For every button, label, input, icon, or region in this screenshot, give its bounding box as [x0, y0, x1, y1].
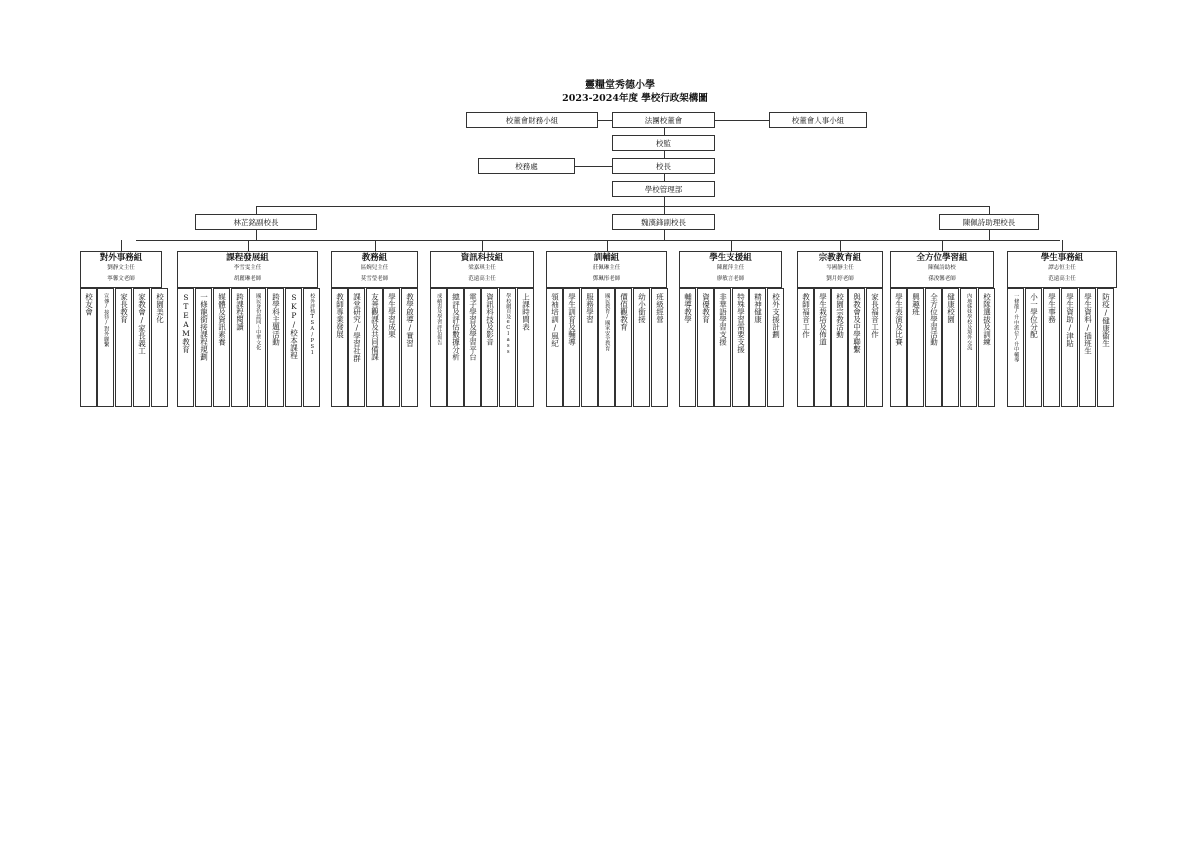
group-name: 全方位學習組	[916, 253, 968, 263]
duty-item	[331, 288, 348, 407]
duty-item-label: 資優教育	[701, 293, 711, 323]
vice-drop-right	[989, 206, 990, 214]
duty-item	[285, 288, 302, 407]
duty-item	[177, 288, 194, 407]
duty-item-label: 與教會及中學聯繫	[852, 293, 862, 353]
group-header	[679, 251, 782, 288]
group-connector	[482, 240, 483, 251]
duty-item	[447, 288, 464, 407]
duty-item-label: 一條龍銜接課程規劃	[199, 293, 209, 361]
duty-item-label: 校外支援計劃	[771, 293, 781, 338]
duty-item-label: 學生資助/津貼	[1065, 293, 1075, 347]
duty-item-label: 國民身份認同～中華文化	[255, 293, 262, 351]
duty-item	[383, 288, 400, 407]
duty-item-label: 跨課程閱讀	[235, 293, 245, 331]
duty-item-label: 價值觀教育	[619, 293, 629, 331]
duty-item-label: 幼小銜接	[637, 293, 647, 323]
duty-item-label: 校園宗教活動	[835, 293, 845, 338]
duty-item	[97, 288, 114, 407]
duty-item	[749, 288, 766, 407]
duty-item	[1061, 288, 1078, 407]
duty-item	[797, 288, 814, 407]
group-header	[331, 251, 418, 288]
vice-drop-left	[256, 206, 257, 214]
duty-item-label: 家教會/家長義工	[137, 293, 147, 355]
duty-item	[925, 288, 942, 407]
duty-item	[1043, 288, 1060, 407]
duty-item	[80, 288, 97, 407]
duty-item	[907, 288, 924, 407]
duty-item-label: 國民教育/國家安全教育	[604, 293, 611, 351]
duty-item-label: STEAM教育	[181, 293, 191, 353]
duty-item	[481, 288, 498, 407]
group-member: 范遠高主任	[1048, 276, 1076, 282]
duty-item-label: 總評及評估數據分析	[451, 293, 461, 361]
duty-item	[430, 288, 447, 407]
duty-item	[866, 288, 883, 407]
duty-item-label: 學校網頁及eClass	[505, 293, 512, 355]
group-connector	[121, 240, 122, 251]
duty-item-label: 輔導教學	[683, 293, 693, 323]
duty-item-label: 非華語學習支援	[718, 293, 728, 346]
board-connector-right	[715, 120, 769, 121]
group-name: 宗教教育組	[818, 253, 862, 263]
office-connector	[575, 166, 612, 167]
management-box: 學校管理部	[612, 181, 715, 197]
group-member: 寧馨文老師	[107, 276, 135, 282]
group-lead: 岑國靜主任	[826, 265, 854, 271]
duty-item-label: 校園美化	[155, 293, 165, 323]
duty-item-label: 興趣班	[911, 293, 921, 316]
duty-item	[767, 288, 784, 407]
duty-item-label: 一條龍/升中派位/升中輔導	[1013, 293, 1020, 363]
duty-item	[348, 288, 365, 407]
duty-item-label: 特殊學習需要支援	[736, 293, 746, 353]
duty-item	[960, 288, 977, 407]
duty-item-label: 校外評核TSA/PS1	[309, 293, 316, 356]
group-connector	[840, 240, 841, 251]
board-personnel-box: 校董會人事小組	[769, 112, 867, 128]
duty-item-label: 精神健康	[753, 293, 763, 323]
duty-item	[366, 288, 383, 407]
duty-item	[679, 288, 696, 407]
group-lead: 梁嘉琪主任	[468, 265, 496, 271]
group-header	[546, 251, 667, 288]
duty-item-label: 學生表演及比賽	[894, 293, 904, 346]
group-member: 劉月婷老師	[826, 276, 854, 282]
board-finance-box: 校董會財務小組	[466, 112, 598, 128]
duty-item-label: 學生學習成果	[387, 293, 397, 338]
group-lead: 莊佩琳主任	[592, 265, 621, 271]
duty-item-label: 友善觀課及共同備課	[370, 293, 380, 361]
duty-item-label: 教學啟導/實習	[405, 293, 415, 347]
group-member: 胡麗琳老師	[233, 276, 262, 282]
duty-item-label: 內地姊妹學校及境外交流	[966, 293, 973, 351]
group-header	[1007, 251, 1117, 288]
duty-item	[814, 288, 831, 407]
duty-item	[464, 288, 481, 407]
duty-item	[151, 288, 168, 407]
group-member: 孫浚馨老師	[928, 276, 956, 282]
duty-item-label: 小一學位分配	[1029, 293, 1039, 338]
group-lead: 譚志恒主任	[1048, 265, 1076, 271]
duty-item-label: 上課時間表	[521, 293, 531, 331]
group-header	[797, 251, 883, 288]
duty-item	[546, 288, 563, 407]
duty-item-label: 跨學科主題活動	[271, 293, 281, 346]
group-member: 莫雪瑩老師	[360, 276, 389, 282]
duty-item	[598, 288, 615, 407]
duty-item	[195, 288, 212, 407]
duty-item	[978, 288, 995, 407]
school-office-box: 校務處	[478, 158, 575, 174]
group-name: 學生事務組	[1040, 253, 1084, 263]
duty-item-label: 電子學習及學習平台	[468, 293, 478, 361]
duty-item-label: 家長教育	[119, 293, 129, 323]
duty-item-label: 教師專業發展	[335, 293, 345, 338]
duty-item	[697, 288, 714, 407]
duty-item-label: 教師福音工作	[801, 293, 811, 338]
group-header	[80, 251, 162, 288]
group-member: 廖敏言老師	[716, 276, 745, 282]
group-connector	[248, 240, 249, 251]
group-connector	[942, 240, 943, 251]
duty-item	[115, 288, 132, 407]
duty-item	[615, 288, 632, 407]
group-name: 教務組	[361, 253, 388, 263]
duty-item-label: 健康校園	[946, 293, 956, 323]
duty-item	[249, 288, 266, 407]
duty-item	[831, 288, 848, 407]
chart-subtitle: 2023-2024年度 學校行政架構圖	[562, 93, 708, 104]
duty-item-label: 班級經營	[655, 293, 665, 323]
duty-item-label: 防疫/健康衞生	[1101, 293, 1111, 347]
vice-stem-left	[256, 230, 257, 240]
vice-bar	[256, 206, 989, 207]
group-connector	[375, 240, 376, 251]
group-connector	[607, 240, 608, 251]
vice-principal-left: 林芷銘副校長	[195, 214, 317, 230]
duty-item-label: 全方位學習活動	[929, 293, 939, 346]
group-connector	[731, 240, 732, 251]
duty-item	[499, 288, 516, 407]
group-name: 資訊科技組	[460, 253, 504, 263]
group-lead: 區婉兒主任	[360, 265, 389, 271]
duty-item	[1097, 288, 1114, 407]
duty-item-label: 校隊選拔及訓練	[982, 293, 992, 346]
duty-item	[1025, 288, 1042, 407]
duty-item	[1079, 288, 1096, 407]
school-name: 靈糧堂秀德小學	[585, 80, 655, 91]
duty-item	[581, 288, 598, 407]
board-connector-left	[598, 120, 612, 121]
duty-item-label: 校友會	[84, 293, 94, 316]
incorporated-board-box: 法團校董會	[612, 112, 715, 128]
duty-item-label: 資訊科技及影音	[485, 293, 495, 346]
duty-item-label: 學生訓育及輔導	[567, 293, 577, 346]
vice-principal-center: 魏漢鋒副校長	[612, 214, 715, 230]
duty-item	[563, 288, 580, 407]
duty-item	[890, 288, 907, 407]
duty-item	[231, 288, 248, 407]
duty-item	[213, 288, 230, 407]
group-header	[177, 251, 318, 288]
duty-item	[651, 288, 668, 407]
duty-item	[517, 288, 534, 407]
vice-drop-center	[664, 206, 665, 214]
duty-item	[133, 288, 150, 407]
duty-item	[732, 288, 749, 407]
duty-item	[267, 288, 284, 407]
duty-item-label: 學生資料/插班生	[1083, 293, 1093, 355]
duty-item	[714, 288, 731, 407]
spine-1	[664, 127, 665, 135]
assistant-principal-right: 陳佩詩助理校長	[939, 214, 1039, 230]
duty-item	[401, 288, 418, 407]
group-lead: 李雪雯主任	[233, 265, 262, 271]
group-header	[890, 251, 994, 288]
vice-stem-center	[664, 230, 665, 240]
duty-item	[303, 288, 320, 407]
duty-item	[848, 288, 865, 407]
group-lead: 陳麗萍主任	[716, 265, 745, 271]
duty-item	[633, 288, 650, 407]
group-name: 對外事務組	[99, 253, 143, 263]
group-header	[430, 251, 534, 288]
duty-item-label: 服務學習	[585, 293, 595, 323]
duty-item	[1007, 288, 1024, 407]
principal-box: 校長	[612, 158, 715, 174]
duty-item-label: 成績表及學習評估報告	[436, 293, 443, 345]
group-connector	[1062, 240, 1063, 251]
group-lead: 劉靜文主任	[107, 265, 135, 271]
group-member: 鄧珮彤老師	[592, 276, 621, 282]
duty-item-label: 課堂研究/學習社群	[352, 293, 362, 362]
group-name: 訓輔組	[593, 253, 620, 263]
duty-item-label: 媒體及資訊素養	[217, 293, 227, 346]
group-bar	[136, 240, 1060, 241]
duty-item-label: 學生栽培及佈道	[818, 293, 828, 346]
duty-item-label: 家長福音工作	[870, 293, 880, 338]
group-name: 學生支援組	[709, 253, 752, 263]
duty-item-label: 宣傳/接待/對外聯繫	[103, 293, 110, 347]
vice-stem-right	[989, 230, 990, 240]
spine-3	[664, 173, 665, 181]
duty-item-label: 學生事務	[1047, 293, 1057, 323]
supervisor-box: 校監	[612, 135, 715, 151]
duty-item-label: 領袖培訓/風紀	[550, 293, 560, 347]
group-lead: 陳佩詩助校	[928, 265, 956, 271]
duty-item	[942, 288, 959, 407]
spine-4	[664, 196, 665, 206]
duty-item-label: SKP/校本課程	[289, 293, 299, 359]
group-member: 范遠高主任	[468, 276, 496, 282]
group-name: 課程發展組	[226, 253, 269, 263]
